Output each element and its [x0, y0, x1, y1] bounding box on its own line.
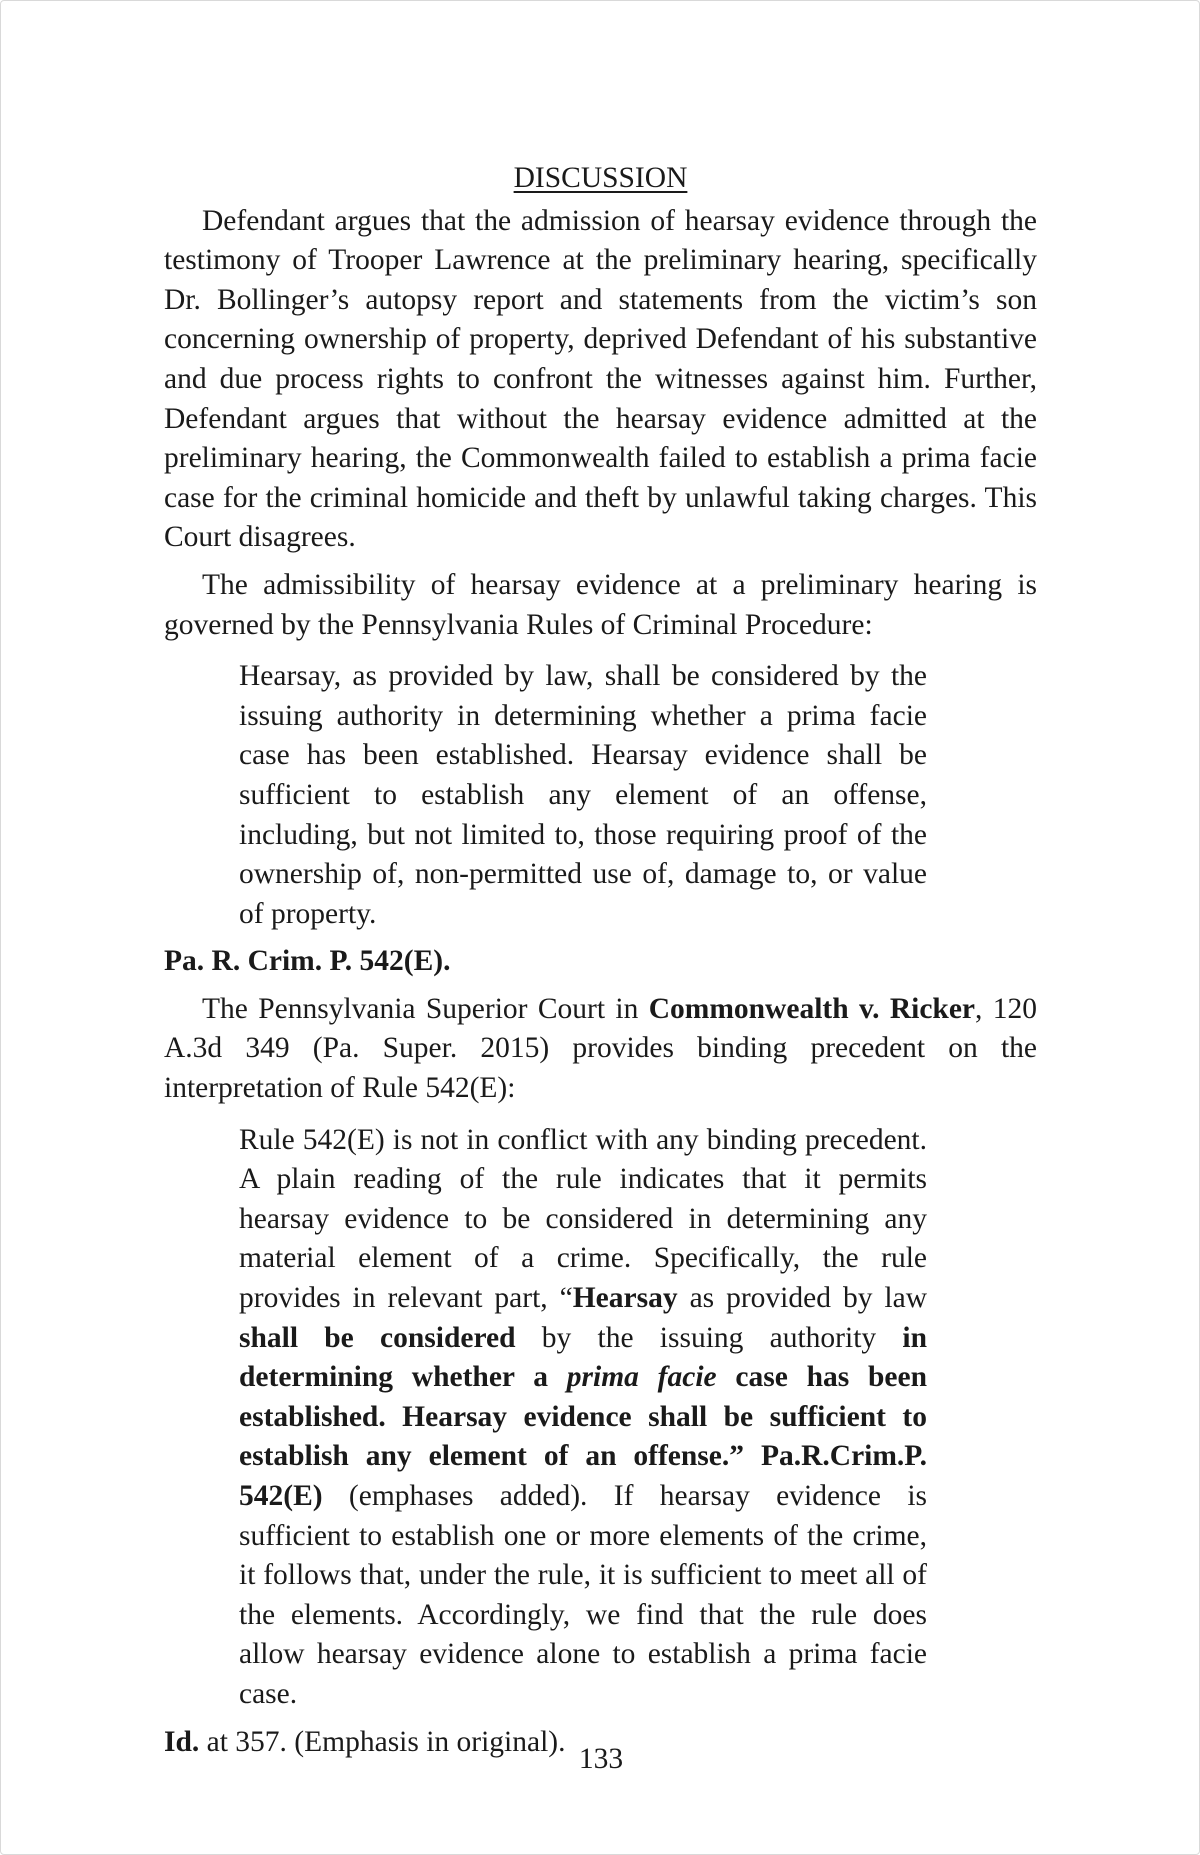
citation-id-label: Id. [164, 1725, 200, 1758]
quote-bold-italic [567, 1361, 717, 1393]
citation-rule [164, 942, 1037, 982]
quote-text-4: (emphases added). If hearsay evidence is sufficient to establish one or more elements of the crime, it follows that, under the rule, it is sufficient to meet all of the elements. Accordingly, we find that the rule does allow hearsay evidence alone to establish a prima facie case. [239, 1480, 927, 1710]
paragraph-admissibility: The admissibility of hearsay evidence at a preliminary hearing is governed by the Pennsylvania Rules of Criminal Procedure: [164, 568, 1037, 641]
case-name: Commonwealth v. Ricker [648, 992, 976, 1025]
page-body [164, 159, 1037, 1770]
ricker-text-before: The Pennsylvania Superior Court in [202, 992, 649, 1025]
section-heading: DISCUSSION [513, 162, 688, 194]
citation-id-rest: at 357. (Emphasis in original). [199, 1725, 566, 1758]
quote-text-3: by the issuing authority [515, 1321, 903, 1354]
quote-bold-2: shall be considered [239, 1321, 516, 1354]
page-number: 133 [578, 1743, 624, 1775]
quote-bold-4: case has been established. Hearsay evidence shall be sufficient to establish any element of an offense.” Pa.R.Crim.P. 542(E) [239, 1361, 927, 1512]
paragraph-defendant-argument: Defendant argues that the admission of hearsay evidence through the testimony of Trooper Lawrence at the preliminary hearing, specifically Dr. Bollinger’s autopsy report and statements from the victim’s son concerning ownership of property, deprived Defendant of his substantive and due process rights to confront the witnesses against him. Further, Defendant argues that without the hearsay evidence admitted at the preliminary hearing, the Commonwealth failed to establish a prima facie case for the criminal homicide and theft by unlawful taking charges. This Court disagrees. [164, 204, 1037, 554]
block-quote-rule: Hearsay, as provided by law, shall be considered by the issuing authority in determining whether a prima facie case has been established. Hearsay evidence shall be sufficient to establish any element of an offense, including, but not limited to, those requiring proof of the ownership of, non-permitted use of, damage to, or value of property. [239, 660, 927, 930]
quote-italic-term: prima facie [566, 1361, 717, 1394]
ricker-text-after: , 120 A.3d 349 (Pa. Super. 2015) provides binding precedent on the interpretation of Rule 542(E): [164, 992, 1037, 1105]
quote-bold-3: in determining whether a [239, 1321, 928, 1394]
quote-text-1: Rule 542(E) is not in conflict with any binding precedent. A plain reading of the rule indicates that it permits hearsay evidence to be considered in determining any material element of a crime. Specifically, the rule provides in relevant part, “ [239, 1123, 927, 1315]
quote-text-2: as provided by law [677, 1282, 927, 1315]
quote-bold-1: Hearsay [572, 1282, 678, 1315]
citation-rule-text: Pa. R. Crim. P. 542(E). [164, 945, 451, 978]
block-quote-ricker [239, 1121, 927, 1715]
paragraph-ricker [164, 990, 1037, 1109]
